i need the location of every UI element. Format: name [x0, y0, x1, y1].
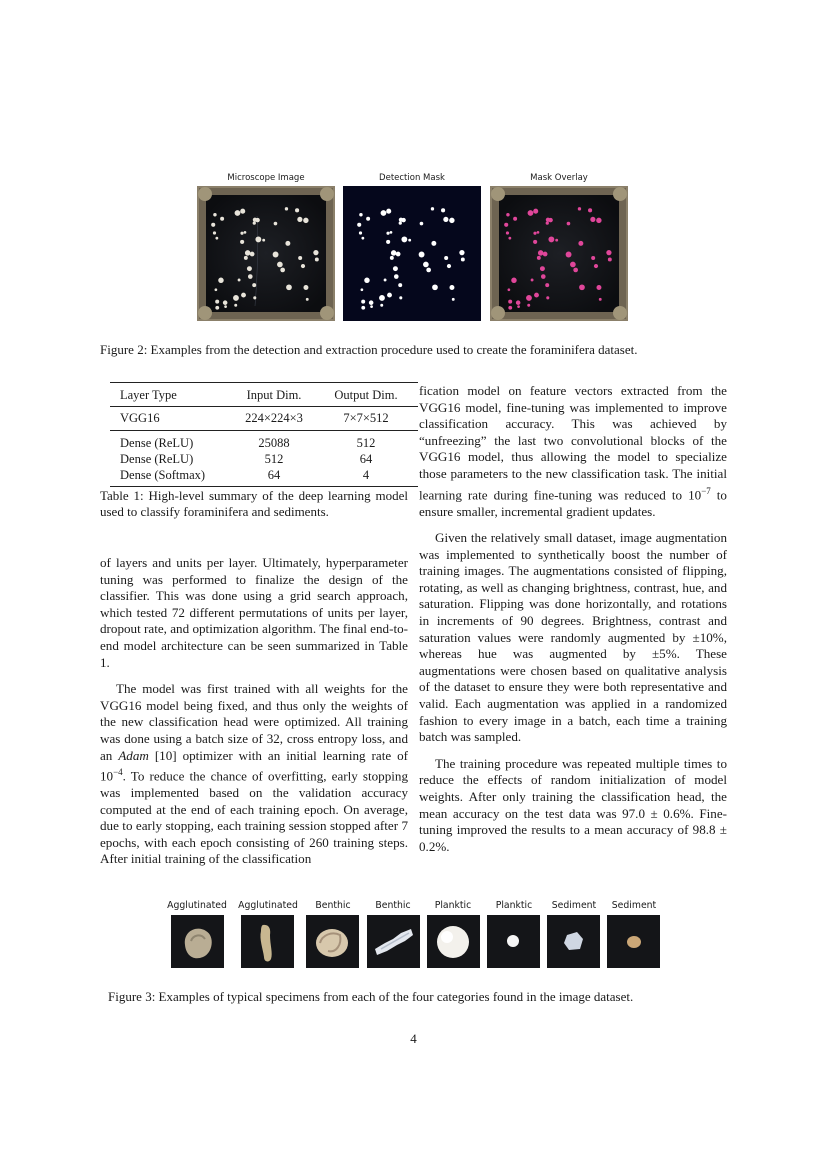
specimen-dot: [533, 240, 537, 244]
planktic-specimen-image: [487, 915, 540, 968]
specimen-dot: [215, 288, 218, 291]
paragraph: [100, 681, 408, 868]
table-row: [110, 451, 418, 467]
specimen-dot: [248, 274, 253, 279]
table-cell: 64: [230, 467, 318, 487]
specimen-dot: [213, 231, 216, 234]
specimen-dot: [449, 285, 454, 290]
text-run: The model was first trained with all weights for the VGG16 model being fixed, and thus only the weights of the new classification head were optimized. All training was done using a batch size of 32, cross entropy loss, and an: [100, 681, 408, 763]
specimen-dot: [538, 250, 544, 256]
specimen-dot: [444, 256, 448, 260]
specimen-dot: [215, 306, 219, 310]
specimen-dot: [570, 262, 576, 268]
specimen-dot: [369, 300, 374, 305]
specimen-dot: [546, 296, 549, 299]
exponent: −4: [113, 767, 123, 778]
table-cell: 224×224×3: [230, 407, 318, 431]
specimen-dot: [567, 222, 571, 226]
table-cell: 512: [356, 436, 376, 450]
specimen-dot: [313, 250, 318, 255]
table-1-caption: Table 1: High-level summary of the deep learning model used to classify foraminifera and sediments.: [100, 488, 408, 519]
specimen-dot: [381, 210, 387, 216]
specimen-dot: [578, 207, 581, 210]
panel-title-detection-mask: Detection Mask: [379, 173, 445, 183]
specimen-dot: [546, 222, 549, 225]
agglutinated-specimen-image: [171, 915, 224, 968]
exponent: −7: [701, 485, 711, 496]
optimizer-name: Adam: [118, 747, 149, 763]
specimen-dot: [220, 217, 224, 221]
table-row: [110, 467, 418, 487]
specimen-label: Agglutinated: [238, 900, 298, 911]
specimen-dot: [443, 217, 448, 222]
table-cell: Dense (ReLU): [120, 452, 194, 466]
microscope-image: [197, 186, 335, 321]
paragraph: [419, 383, 727, 520]
specimen-dot: [606, 250, 611, 255]
specimen-dot: [508, 288, 511, 291]
specimen-dot: [250, 252, 255, 257]
specimen-dot: [408, 239, 411, 242]
specimen-dot: [384, 279, 387, 282]
table-cell: 64: [359, 452, 373, 466]
specimen-dot: [537, 231, 540, 234]
specimen-dot: [297, 217, 302, 222]
specimen-dot: [218, 278, 223, 283]
specimen-dot: [280, 268, 285, 273]
specimen-dot: [432, 284, 438, 290]
specimen-dot: [253, 222, 256, 225]
specimen-dot: [543, 252, 548, 257]
specimen-dot: [255, 236, 261, 242]
specimen-dot: [391, 250, 397, 256]
specimen-dot: [419, 252, 425, 258]
planktic-specimen-image: [427, 915, 480, 968]
table-cell: VGG16: [110, 407, 230, 431]
mask-overlay-image: [490, 186, 628, 321]
specimen-dot: [393, 266, 398, 271]
sediment-specimen-image: [607, 915, 660, 968]
specimen-dot: [223, 300, 228, 305]
specimen-dot: [396, 252, 401, 257]
specimen-dot: [533, 232, 536, 235]
paragraph: The training procedure was repeated multiple times to reduce the effects of random initialization of model weights. After only training the classification head, the mean accuracy on the test data was 97.0 ± 0.6%. Fine-tuning improved the results to a mean accuracy of 98.8 ± 0.2%.: [419, 755, 727, 854]
table-header: Output Dim.: [318, 383, 418, 407]
specimen-dot: [253, 296, 256, 299]
specimen-dot: [273, 252, 279, 258]
specimen-dot: [517, 305, 520, 308]
specimen-dot: [361, 306, 365, 310]
specimen-dot: [541, 274, 546, 279]
benthic-specimen-image: [306, 915, 359, 968]
specimen-dot: [588, 208, 592, 212]
specimen-dot: [423, 262, 429, 268]
specimen-dot: [548, 236, 554, 242]
specimen-dot: [379, 295, 385, 301]
specimen-dot: [286, 284, 292, 290]
specimen-dot: [303, 218, 308, 223]
specimen-dot: [238, 279, 241, 282]
specimen-dot: [555, 239, 558, 242]
specimen-dot: [504, 223, 508, 227]
specimen-label: Sediment: [551, 900, 597, 911]
specimen-dot: [594, 264, 598, 268]
specimen-dot: [315, 257, 319, 261]
specimen-dot: [431, 241, 436, 246]
specimen-dot: [303, 285, 308, 290]
specimen-dot: [240, 232, 243, 235]
specimen-dot: [511, 278, 516, 283]
specimen-dot: [386, 240, 390, 244]
specimen-dot: [233, 295, 239, 301]
specimen-dot: [386, 209, 391, 214]
table-cell: 25088: [258, 436, 290, 450]
agglutinated-specimen-image: [241, 915, 294, 968]
specimen-dot: [578, 241, 583, 246]
specimen-dot: [506, 213, 509, 216]
specimen-dot: [537, 256, 541, 260]
specimen-label: Planktic: [434, 900, 472, 911]
specimen-dot: [461, 257, 465, 261]
specimen-dot: [516, 300, 521, 305]
specimen-dot: [359, 213, 362, 216]
specimen-dot: [599, 298, 602, 301]
specimen-dot: [380, 304, 383, 307]
specimen-dot: [531, 279, 534, 282]
specimen-dot: [459, 250, 464, 255]
specimen-dot: [211, 223, 215, 227]
specimen-dot: [234, 304, 237, 307]
specimen-dot: [533, 209, 538, 214]
specimen-dot: [579, 284, 585, 290]
specimen-dot: [274, 222, 278, 226]
text-run: fication model on feature vectors extracted from the VGG16 model, fine-tuning was implemented to improve classification accuracy. This was achieved by “unfreezing” the last two convolutional blocks of the VGG16 model, thus allowing the model to specialize those parameters to the new classification task. The initial learning rate during fine-tuning was reduced to 10: [419, 383, 727, 502]
paragraph: of layers and units per layer. Ultimately, hyperparameter tuning was performed to finalize the design of the classifier. This was done using a grid search approach, which tested 72 different permutations of units per layer, dropout rate, and optimization algorithm. The final end-to-end model architecture can be seen summarized in Table 1.: [100, 555, 408, 670]
table-cell: 512: [264, 452, 284, 466]
specimen-dot: [361, 300, 365, 304]
specimen-dot: [449, 218, 454, 223]
table-cell: 7×7×512: [318, 407, 418, 431]
specimen-dot: [590, 217, 595, 222]
specimen-dot: [399, 296, 402, 299]
benthic-specimen-image: [367, 915, 420, 968]
specimen-dot: [545, 283, 549, 287]
left-column: [100, 555, 408, 878]
specimen-dot: [441, 208, 445, 212]
specimen-dot: [513, 217, 517, 221]
detection-mask-image: [343, 186, 481, 321]
specimen-dot: [394, 274, 399, 279]
specimen-dot: [426, 268, 431, 273]
specimen-dot: [364, 278, 369, 283]
specimen-dot: [252, 283, 256, 287]
specimen-dot: [452, 298, 455, 301]
specimen-dot: [447, 264, 451, 268]
specimen-dot: [262, 239, 265, 242]
figure-2-caption: Figure 2: Examples from the detection and extraction procedure used to create the foraminifera dataset.: [100, 342, 638, 357]
specimen-dot: [361, 237, 364, 240]
specimen-dot: [366, 217, 370, 221]
specimen-dot: [244, 256, 248, 260]
specimen-dot: [390, 231, 393, 234]
specimen-dot: [390, 256, 394, 260]
specimen-dot: [306, 298, 309, 301]
specimen-dot: [285, 207, 288, 210]
specimen-dot: [566, 252, 572, 258]
specimen-dot: [245, 250, 251, 256]
sediment-specimen-image: [547, 915, 600, 968]
specimen-dot: [401, 236, 407, 242]
table-cell: Dense (ReLU): [120, 436, 194, 450]
specimen-dot: [431, 207, 434, 210]
specimen-dot: [596, 285, 601, 290]
specimen-label: Agglutinated: [167, 900, 227, 911]
specimen-dot: [526, 295, 532, 301]
table-row: [110, 431, 418, 452]
specimen-dot: [387, 293, 392, 298]
specimen-label: Benthic: [375, 900, 411, 911]
specimen-dot: [596, 218, 601, 223]
right-column: [419, 383, 727, 865]
specimen-dot: [277, 262, 283, 268]
specimen-dot: [301, 264, 305, 268]
specimen-dot: [240, 240, 244, 244]
specimen-dot: [573, 268, 578, 273]
text-run: [10] optimizer with an initial learning rate of 10: [100, 747, 408, 784]
specimen-dot: [240, 209, 245, 214]
specimen-dot: [285, 241, 290, 246]
specimen-dot: [420, 222, 424, 226]
specimen-dot: [224, 305, 227, 308]
page-number: 4: [410, 1031, 417, 1046]
specimen-dot: [295, 208, 299, 212]
specimen-label: Sediment: [611, 900, 657, 911]
specimen-dot: [247, 266, 252, 271]
specimen-dot: [370, 305, 373, 308]
specimen-dot: [506, 231, 509, 234]
text-run: to ensure smaller, incremental gradient updates.: [419, 486, 727, 519]
table-row: [110, 407, 418, 431]
specimen-dot: [528, 210, 534, 216]
specimen-dot: [508, 306, 512, 310]
specimen-dot: [357, 223, 361, 227]
specimen-dot: [401, 218, 405, 222]
table-cell: Dense (Softmax): [110, 467, 230, 487]
specimen-dot: [213, 213, 216, 216]
specimen-dot: [235, 210, 241, 216]
text-run: . To reduce the chance of overfitting, early stopping was implemented based on the validation accuracy computed at the end of each training epoch. On average, due to early stopping, each training session stopped after 7 epochs, with each epoch consisting of 260 training steps. After initial training of the classification: [100, 768, 408, 867]
table-1: [110, 382, 418, 487]
specimen-dot: [298, 256, 302, 260]
panel-title-microscope: Microscope Image: [227, 173, 305, 183]
table-cell: 4: [318, 467, 418, 487]
specimen-dot: [215, 237, 218, 240]
specimen-label: Benthic: [315, 900, 351, 911]
specimen-dot: [591, 256, 595, 260]
specimen-dot: [527, 304, 530, 307]
specimen-dot: [386, 232, 389, 235]
figure-3-caption: Figure 3: Examples of typical specimens from each of the four categories found in the image dataset.: [108, 989, 634, 1004]
specimen-dot: [508, 237, 511, 240]
specimen-dot: [399, 222, 402, 225]
panel-title-mask-overlay: Mask Overlay: [530, 173, 588, 183]
specimen-dot: [241, 293, 246, 298]
specimen-dot: [359, 231, 362, 234]
table-header: Layer Type: [110, 383, 230, 407]
specimen-dot: [608, 257, 612, 261]
specimen-dot: [215, 300, 219, 304]
specimen-dot: [361, 288, 364, 291]
specimen-dot: [534, 293, 539, 298]
specimen-dot: [255, 218, 259, 222]
specimen-dot: [398, 283, 402, 287]
specimen-dot: [244, 231, 247, 234]
specimen-label: Planktic: [495, 900, 533, 911]
specimen-dot: [508, 300, 512, 304]
specimen-dot: [548, 218, 552, 222]
paragraph: Given the relatively small dataset, image augmentation was implemented to synthetically boost the number of training images. The augmentations consisted of flipping, rotating, as well as changing brightness, contrast, hue, and saturation. Flipping was done horizontally, and rotations in increments of 90 degrees. Brightness, contrast and saturation values were randomly augmented by ±10%, whereas hue was augmented by ±5%. These augmentations were chosen based on qualitative analysis of the dataset to ensure they were both representative and valid. Each augmentation was applied in a randomized fashion to every image in a batch, each time a training batch was sampled.: [419, 530, 727, 745]
specimen-dot: [540, 266, 545, 271]
table-header: Input Dim.: [230, 383, 318, 407]
